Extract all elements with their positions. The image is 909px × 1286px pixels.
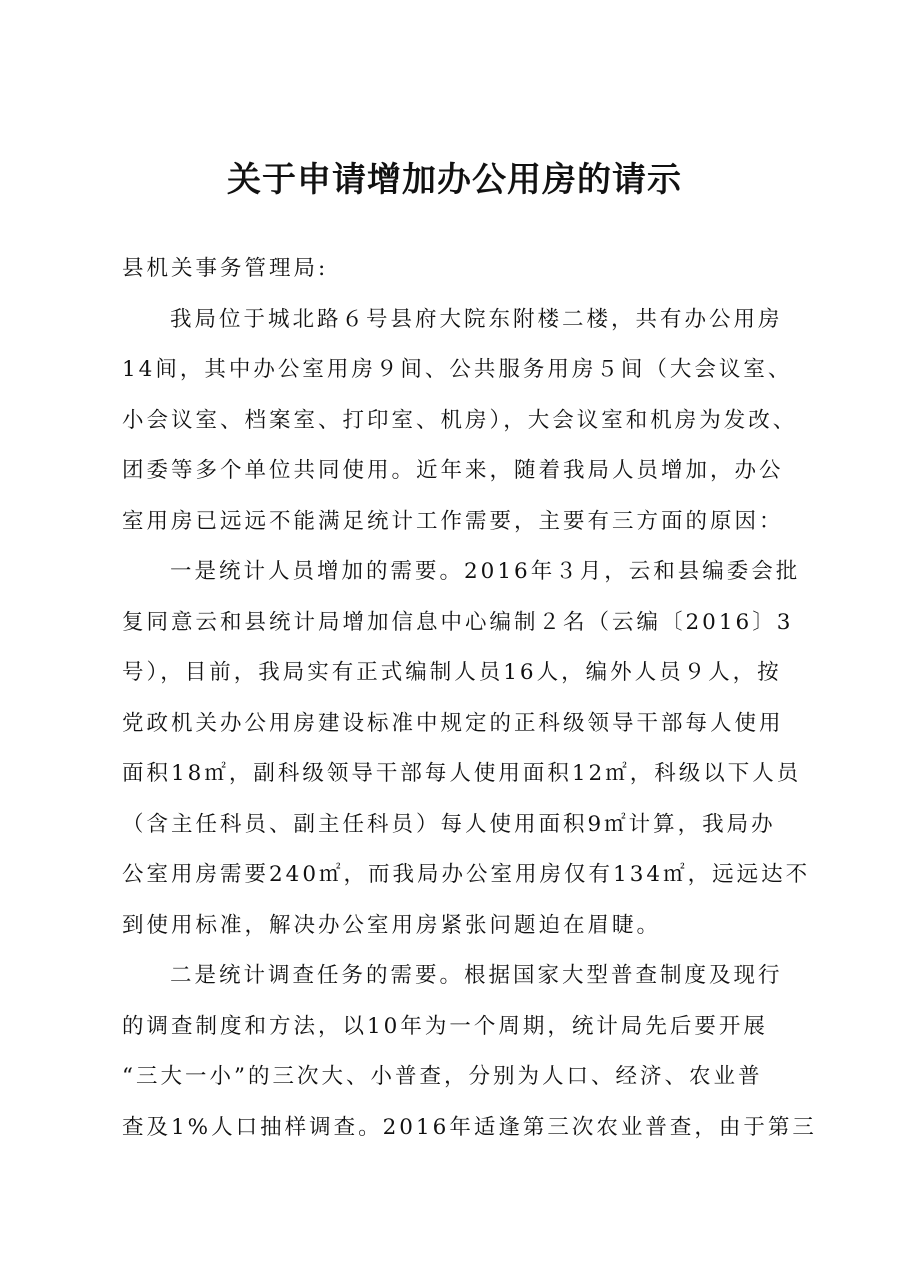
paragraph-line: 一是统计人员增加的需要。2016年３月，云和县编委会批 [170,559,801,584]
salutation: 县机关事务管理局: [122,256,329,281]
paragraph-line: 党政机关办公用房建设标准中规定的正科级领导干部每人使用 [122,710,784,736]
paragraph-line: 复同意云和县统计局增加信息中心编制２名（云编〔2016〕3 [122,609,794,635]
paragraph-line: 14间，其中办公室用房９间、公共服务用房５间（大会议室、 [122,357,793,382]
document-body [122,244,817,1153]
paragraph-line: 到使用标准，解决办公室用房紧张问题迫在眉睫。 [122,912,662,938]
paragraph-line: 二是统计调查任务的需要。根据国家大型普查制度及现行 [170,963,783,988]
paragraph-line: 我局位于城北路６号县府大院东附楼二楼，共有办公用房 [170,306,783,332]
paragraph-line: 号），目前，我局实有正式编制人员16人，编外人员９人，按 [122,660,782,685]
paragraph-line: 团委等多个单位共同使用。近年来，随着我局人员增加，办公 [122,458,784,483]
paragraph-line: 查及1%人口抽样调查。2016年适逢第三次农业普查，由于第三 [122,1114,817,1140]
paragraph-line: 室用房已远远不能满足统计工作需要，主要有三方面的原因： [122,508,784,534]
paragraph-line: （含主任科员、副主任科员）每人使用面积9㎡计算，我局办 [122,811,776,837]
paragraph-line: 的调查制度和方法，以10年为一个周期，统计局先后要开展 [122,1013,768,1039]
paragraph-line: 小会议室、档案室、打印室、机房），大会议室和机房为发改、 [122,407,798,433]
paragraph-line: “三大一小”的三次大、小普查，分别为人口、经济、农业普 [122,1064,763,1089]
paragraph-line: 面积18㎡，副科级领导干部每人使用面积12㎡，科级以下人员 [122,761,802,786]
document-title: 关于申请增加办公用房的请示 [227,160,682,200]
paragraph-line: 公室用房需要240㎡，而我局办公室用房仅有134㎡，远远达不 [122,862,811,887]
